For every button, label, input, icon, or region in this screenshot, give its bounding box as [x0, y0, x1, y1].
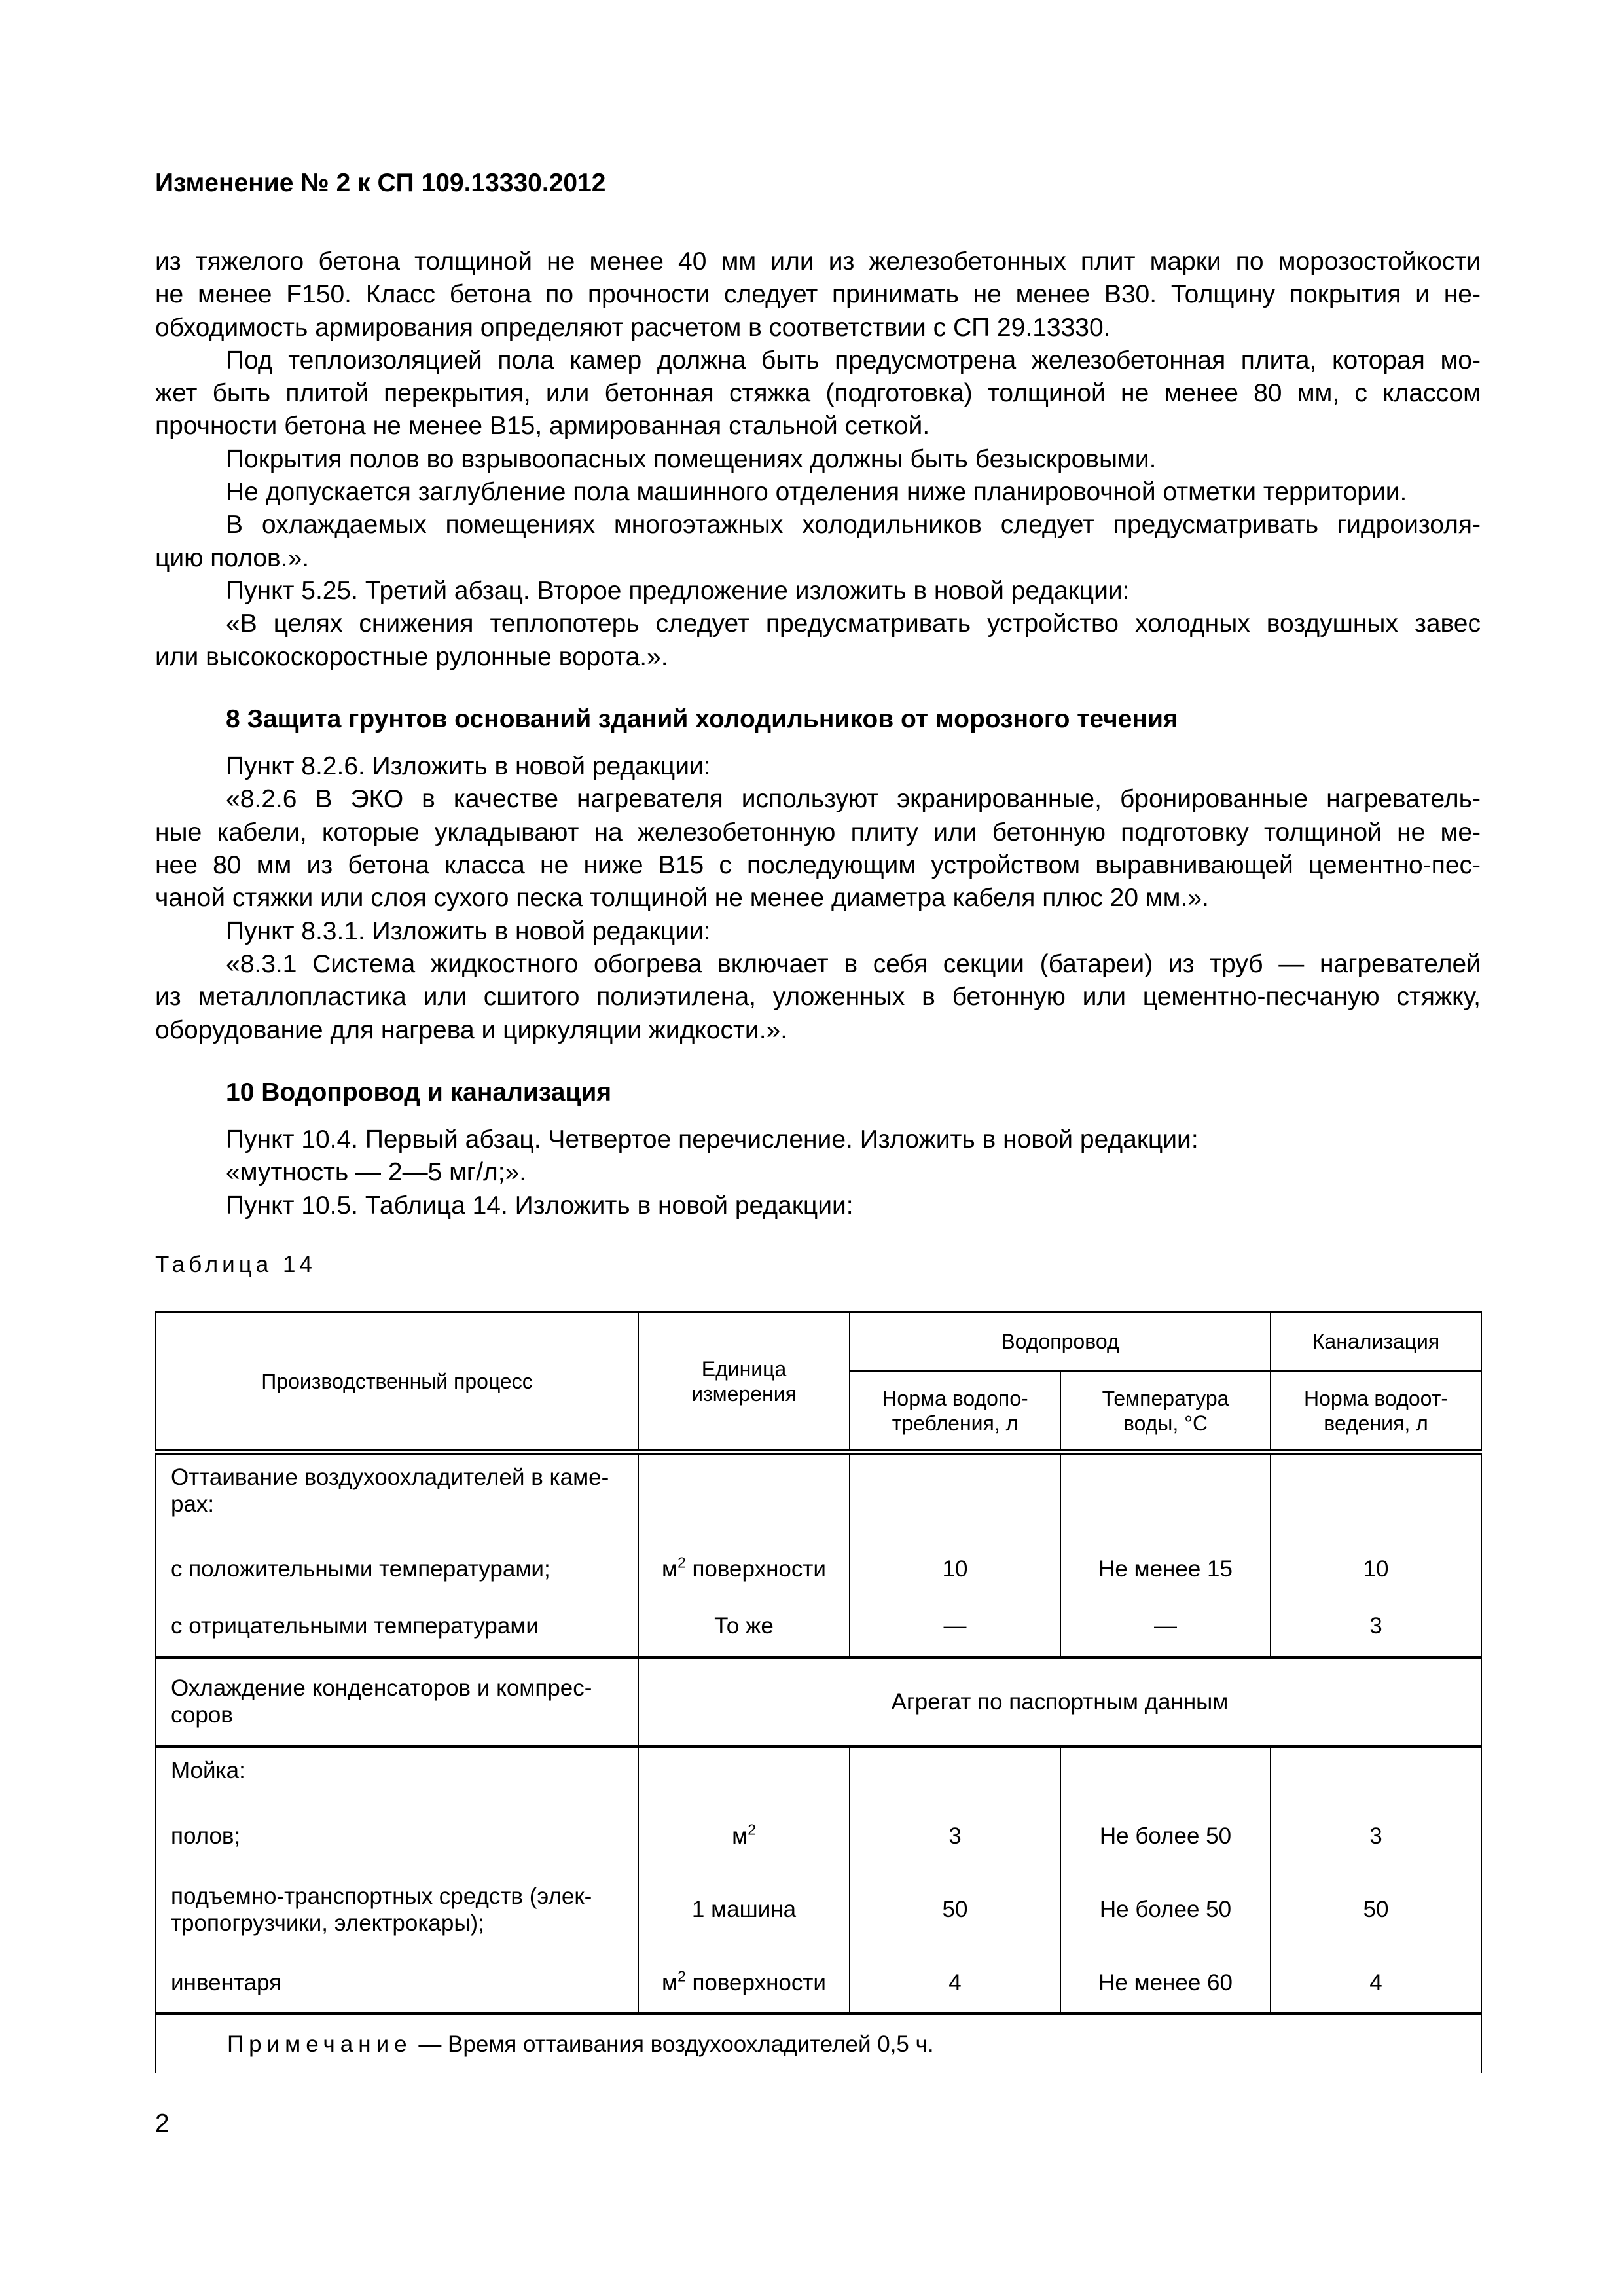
paragraph	[155, 1156, 1481, 1189]
table-row	[156, 1657, 1481, 1746]
text-line: из металлопластика или сшитого полиэтилена, уложенных в бетонную или цементно-песчаную стяжку,	[155, 983, 1481, 1011]
cell-temperature: Не менее 60	[1060, 1954, 1271, 2013]
table-row	[156, 1865, 1481, 1954]
text-line: из тяжелого бетона толщиной не менее 40 мм или из железобетонных плит марки по морозостойкости	[155, 247, 1481, 276]
table-row	[156, 1597, 1481, 1657]
cell-consumption: 3	[850, 1806, 1060, 1865]
paragraph	[155, 476, 1481, 509]
paragraph	[155, 575, 1481, 608]
text-line: 10 Водопровод и канализация	[226, 1078, 612, 1106]
cell-discharge: 50	[1271, 1865, 1481, 1954]
header-temperature: Температура воды, °С	[1060, 1371, 1271, 1452]
text-line: Пункт 8.2.6. Изложить в новой редакции:	[226, 752, 711, 781]
cell-consumption	[850, 1452, 1060, 1541]
header-unit: Единица измерения	[638, 1312, 850, 1452]
cell-unit: 1 машина	[638, 1865, 850, 1954]
cell-process: Мойка:	[156, 1746, 638, 1806]
text-line: жет быть плитой перекрытия, или бетонная стяжка (подготовка) толщиной не менее 80 мм, с классом	[155, 379, 1481, 408]
cell-temperature: Не более 50	[1060, 1865, 1271, 1954]
cell-process: с отрицательными температурами	[156, 1597, 638, 1657]
text-line: Пункт 10.4. Первый абзац. Четвертое перечисление. Изложить в новой редакции:	[226, 1125, 1199, 1154]
cell-unit: То же	[638, 1597, 850, 1657]
paragraph	[155, 915, 1481, 948]
cell-discharge	[1271, 1746, 1481, 1806]
text-line: не менее F150. Класс бетона по прочности следует принимать не менее В30. Толщину покрытия и не-	[155, 280, 1481, 309]
cell-unit: $м^2$	[638, 1806, 850, 1865]
text-line: «8.2.6 В ЭКО в качестве нагревателя используют экранированные, бронированные нагреватель-	[226, 785, 1481, 814]
cell-process: Охлаждение конденсаторов и компрес- соров	[156, 1657, 638, 1746]
cell-discharge: 10	[1271, 1541, 1481, 1597]
cell-consumption	[850, 1746, 1060, 1806]
text-line: Пункт 8.3.1. Изложить в новой редакции:	[226, 917, 711, 945]
cell-unit: $м^2$ поверхности	[638, 1541, 850, 1597]
cell-temperature	[1060, 1746, 1271, 1806]
table-note	[156, 2013, 1481, 2073]
text-line: «8.3.1 Система жидкостного обогрева включает в себя секции (батареи) из труб — нагревателей	[226, 949, 1481, 978]
text-line: нее 80 мм из бетона класса не ниже В15 с последующим устройством выравнивающей цементно-пес-	[155, 851, 1481, 880]
cell-unit	[638, 1452, 850, 1541]
paragraph	[155, 783, 1481, 915]
cell-process: с положительными температурами;	[156, 1541, 638, 1597]
text-line: оборудование для нагрева и циркуляции жидкости.».	[155, 1015, 788, 1044]
text-line: обходимость армирования определяют расчетом в соответствии с СП 29.13330.	[155, 313, 1111, 342]
paragraph	[155, 344, 1481, 443]
table-row	[156, 1954, 1481, 2013]
table-row	[156, 1806, 1481, 1865]
cell-unit	[638, 1746, 850, 1806]
cell-discharge	[1271, 1452, 1481, 1541]
cell-discharge: 4	[1271, 1954, 1481, 2013]
document-body	[155, 246, 1481, 1281]
paragraph	[155, 948, 1481, 1047]
cell-merged: Агрегат по паспортным данным	[638, 1657, 1481, 1746]
document-title: Изменение № 2 к СП 109.13330.2012	[155, 169, 606, 197]
cell-temperature: —	[1060, 1597, 1271, 1657]
cell-discharge: 3	[1271, 1806, 1481, 1865]
table-row	[156, 1541, 1481, 1597]
text-line: чаной стяжки или слоя сухого песка толщиной не менее диаметра кабеля плюс 20 мм.».	[155, 884, 1209, 913]
paragraph	[155, 1123, 1481, 1156]
table-caption	[155, 1248, 1481, 1281]
cell-unit: $м^2$ поверхности	[638, 1954, 850, 2013]
text-line: В охлаждаемых помещениях многоэтажных холодильников следует предусматривать гидроизоля-	[226, 511, 1481, 539]
cell-temperature	[1060, 1452, 1271, 1541]
note-text: — Время оттаивания воздухоохладителей 0,5 ч.	[412, 2031, 934, 2057]
cell-temperature: Не менее 15	[1060, 1541, 1271, 1597]
text-line: Не допускается заглубление пола машинного отделения ниже планировочной отметки территории.	[226, 478, 1407, 507]
cell-consumption: 50	[850, 1865, 1060, 1954]
paragraph	[155, 509, 1481, 575]
text-line: 8 Защита грунтов оснований зданий холодильников от морозного течения	[226, 704, 1178, 733]
paragraph	[155, 608, 1481, 674]
table-14	[155, 1311, 1482, 2073]
text-line: «мутность — 2—5 мг/л;».	[226, 1158, 527, 1187]
cell-process: полов;	[156, 1806, 638, 1865]
paragraph	[155, 1190, 1481, 1222]
paragraph	[155, 750, 1481, 783]
paragraph	[155, 443, 1481, 476]
paragraph	[155, 246, 1481, 344]
text-line: прочности бетона не менее В15, армированная стальной сеткой.	[155, 412, 930, 441]
cell-process: подъемно-транспортных средств (элек- тропогрузчики, электрокары);	[156, 1865, 638, 1954]
header-process: Производственный процесс	[156, 1312, 638, 1452]
text-line: «В целях снижения теплопотерь следует предусматривать устройство холодных воздушных завес	[226, 610, 1481, 638]
cell-temperature: Не более 50	[1060, 1806, 1271, 1865]
table-row	[156, 1452, 1481, 1541]
cell-consumption: —	[850, 1597, 1060, 1657]
cell-process: Оттаивание воздухоохладителей в каме- рах:	[156, 1452, 638, 1541]
header-water-supply: Водопровод	[850, 1312, 1271, 1371]
section-heading	[155, 1076, 1481, 1109]
text-line: Таблица 14	[155, 1252, 316, 1278]
header-sewerage: Канализация	[1271, 1312, 1481, 1371]
cell-consumption: 4	[850, 1954, 1060, 2013]
note-label: Примечание	[227, 2031, 412, 2057]
text-line: Покрытия полов во взрывоопасных помещениях должны быть безыскровыми.	[226, 445, 1157, 473]
page-number: 2	[155, 2109, 170, 2138]
text-line: цию полов.».	[155, 543, 310, 572]
section-heading	[155, 703, 1481, 736]
text-line: Пункт 5.25. Третий абзац. Второе предложение изложить в новой редакции:	[226, 576, 1130, 605]
cell-discharge: 3	[1271, 1597, 1481, 1657]
header-discharge: Норма водоот- ведения, л	[1271, 1371, 1481, 1452]
text-line: ные кабели, которые укладывают на железобетонную плиту или бетонную подготовку толщиной не ме-	[155, 818, 1481, 847]
table-row	[156, 1746, 1481, 1806]
cell-consumption: 10	[850, 1541, 1060, 1597]
cell-process: инвентаря	[156, 1954, 638, 2013]
header-consumption: Норма водопо- требления, л	[850, 1371, 1060, 1452]
text-line: Пункт 10.5. Таблица 14. Изложить в новой редакции:	[226, 1191, 854, 1220]
text-line: или высокоскоростные рулонные ворота.».	[155, 642, 668, 671]
text-line: Под теплоизоляцией пола камер должна быть предусмотрена железобетонная плита, которая мо-	[226, 346, 1481, 374]
